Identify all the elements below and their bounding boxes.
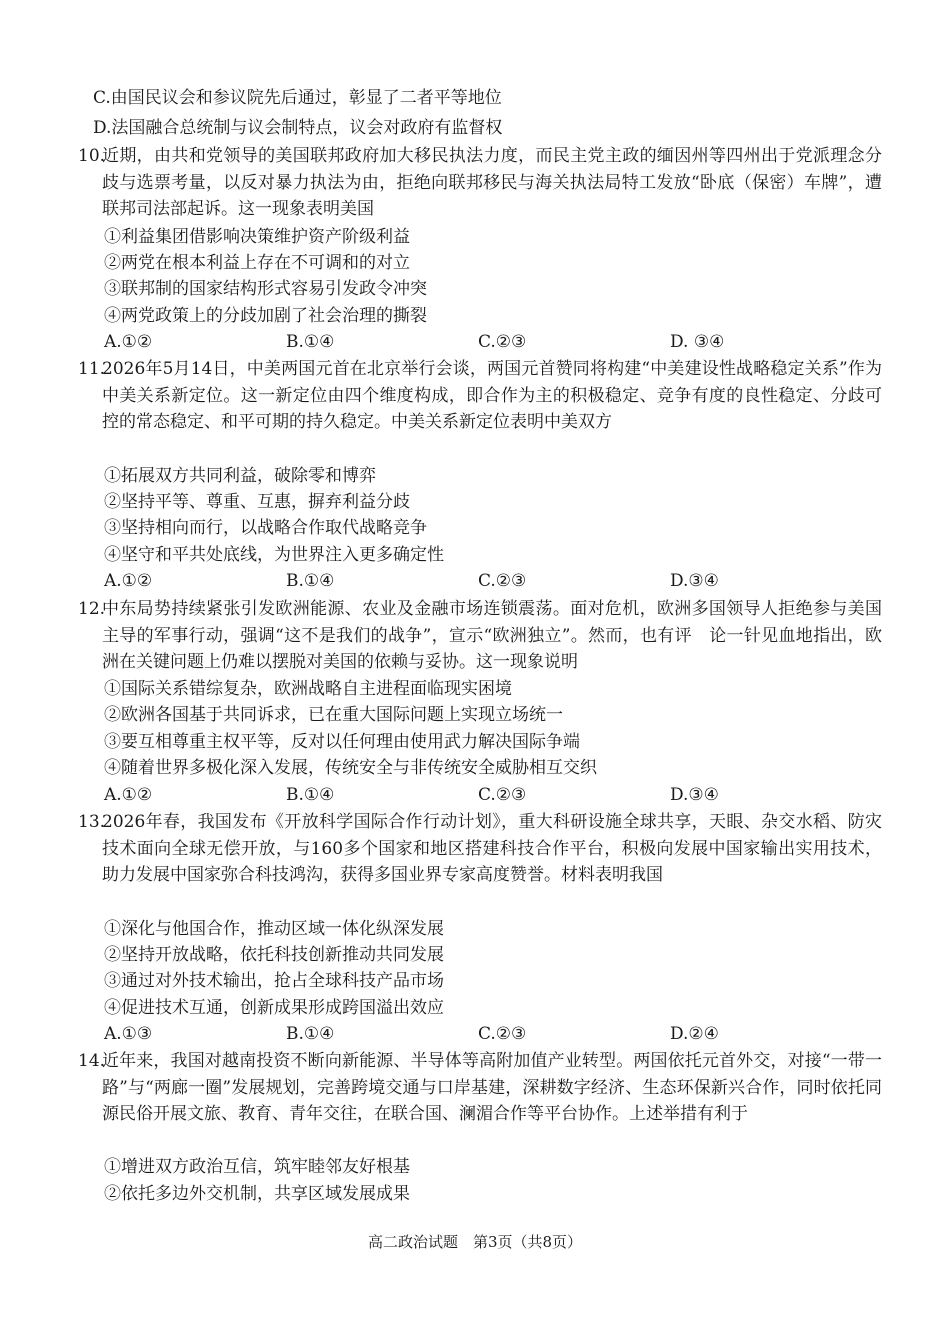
statement-item: ②依托多边外交机制，共享区域发展成果 (104, 1184, 410, 1204)
question-number: 12. (78, 599, 106, 619)
answer-option-a: A.①③ (104, 1024, 153, 1044)
statement-item: ①拓展双方共同利益，破除零和博弈 (104, 466, 376, 486)
statement-item: ②坚持平等、尊重、互惠，摒弃利益分歧 (104, 492, 410, 512)
answer-option-b: B.①④ (286, 1024, 335, 1044)
statement-item: ④随着世界多极化深入发展，传统安全与非传统安全威胁相互交织 (104, 758, 597, 778)
answer-option-a: A.①② (104, 785, 153, 805)
statement-item: ②坚持开放战略，依托科技创新推动共同发展 (104, 945, 444, 965)
question-stem: 中东局势持续紧张引发欧洲能源、农业及金融市场连锁震荡。面对危机，欧洲多国领导人拒绝参与美国主导的军事行动，强调“这不是我们的战争”，宣示“欧洲独立”。然而，也有评 论一针见血地指出，欧洲在关键问题上仍难以摆脱对美国的依赖与妥协。这一现象说明 (102, 599, 882, 672)
answer-option-a: A.①② (104, 332, 153, 352)
page-footer: 高二政治试题 第3页（共8页） (367, 1233, 583, 1251)
answer-option-c: C.②③ (478, 332, 527, 352)
statement-item: ④两党政策上的分歧加剧了社会治理的撕裂 (104, 306, 427, 326)
statement-item: ④坚守和平共处底线，为世界注入更多确定性 (104, 545, 444, 565)
answer-option-d: D.③④ (670, 571, 719, 591)
question-number: 11. (78, 359, 106, 379)
answer-option-c: C.②③ (478, 571, 527, 591)
statement-item: ③坚持相向而行，以战略合作取代战略竞争 (104, 518, 427, 538)
answer-option-b: B.①④ (286, 332, 335, 352)
prev-option-c: C.由国民议会和参议院先后通过，彰显了二者平等地位 (93, 88, 502, 108)
statement-item: ③联邦制的国家结构形式容易引发政令冲突 (104, 279, 427, 299)
question-number: 10. (78, 146, 106, 166)
question-stem: 近期，由共和党领导的美国联邦政府加大移民执法力度，而民主党主政的缅因州等四州出于党派理念分歧与选票考量，以反对暴力执法为由，拒绝向联邦移民与海关执法局特工发放“卧底（保密）车牌”，遭联邦司法部起诉。这一现象表明美国 (102, 146, 882, 219)
question-stem: 2026年5月14日，中美两国元首在北京举行会谈，两国元首赞同将构建“中美建设性战略稳定关系”作为中美关系新定位。这一新定位由四个维度构成，即合作为主的积极稳定、竞争有度的良性稳定、分歧可控的常态稳定、和平可期的持久稳定。中美关系新定位表明中美双方 (102, 359, 882, 432)
question-number: 14. (78, 1051, 106, 1071)
prev-option-d: D.法国融合总统制与议会制特点，议会对政府有监督权 (93, 118, 503, 138)
question-stem: 近年来，我国对越南投资不断向新能源、半导体等高附加值产业转型。两国依托元首外交，对接“一带一路”与“两廊一圈”发展规划，完善跨境交通与口岸基建，深耕数字经济、生态环保新兴合作，同时依托同源民俗开展文旅、教育、青年交往，在联合国、澜湄合作等平台协作。上述举措有利于 (102, 1051, 882, 1124)
answer-options (104, 783, 884, 807)
statement-item: ①国际关系错综复杂，欧洲战略自主进程面临现实困境 (104, 679, 512, 699)
answer-option-b: B.①④ (286, 571, 335, 591)
answer-option-c: C.②③ (478, 785, 527, 805)
answer-option-d: D.②④ (670, 1024, 719, 1044)
answer-option-b: B.①④ (286, 785, 335, 805)
statement-item: ③通过对外技术输出，抢占全球科技产品市场 (104, 971, 444, 991)
question-number: 13. (78, 812, 106, 832)
answer-options (104, 330, 884, 354)
answer-option-c: C.②③ (478, 1024, 527, 1044)
answer-option-d: D.③④ (670, 785, 719, 805)
statement-item: ①增进双方政治互信，筑牢睦邻友好根基 (104, 1157, 410, 1177)
statement-item: ③要互相尊重主权平等，反对以任何理由使用武力解决国际争端 (104, 732, 580, 752)
question-stem: 2026年春，我国发布《开放科学国际合作行动计划》，重大科研设施全球共享，天眼、杂交水稻、防灾技术面向全球无偿开放，与160多个国家和地区搭建科技合作平台，积极向发展中国家输出实用技术，助力发展中国家弥合科技鸿沟，获得多国业界专家高度赞誉。材料表明我国 (102, 812, 882, 885)
statement-item: ①深化与他国合作，推动区域一体化纵深发展 (104, 919, 444, 939)
statement-item: ①利益集团借影响决策维护资产阶级利益 (104, 227, 410, 247)
answer-options (104, 1022, 884, 1046)
answer-option-a: A.①② (104, 571, 153, 591)
answer-options (104, 569, 884, 593)
statement-item: ②欧洲各国基于共同诉求，已在重大国际问题上实现立场统一 (104, 705, 563, 725)
statement-item: ④促进技术互通，创新成果形成跨国溢出效应 (104, 998, 444, 1018)
answer-option-d: D. ③④ (670, 332, 725, 352)
statement-item: ②两党在根本利益上存在不可调和的对立 (104, 253, 410, 273)
